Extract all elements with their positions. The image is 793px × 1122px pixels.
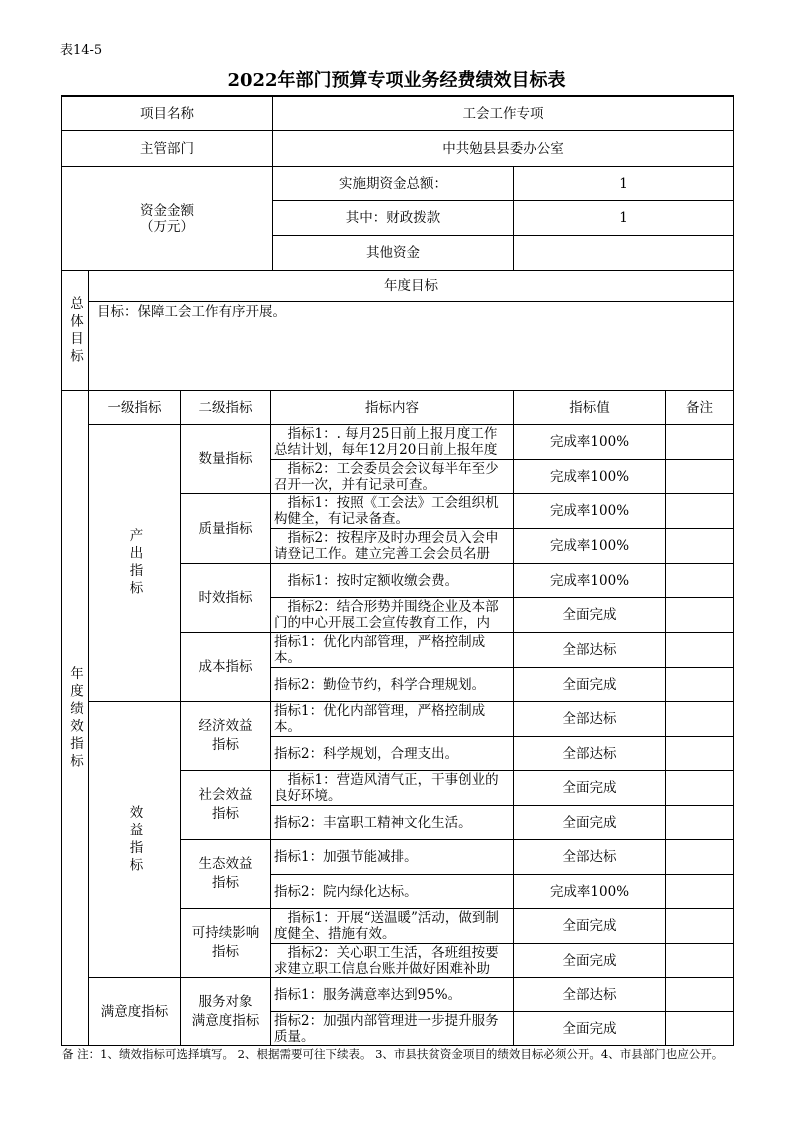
level2-header: 二级指标: [198, 399, 253, 416]
indicator-value: 全面完成: [562, 952, 617, 969]
funds-label-line1: 资金金额: [140, 202, 194, 219]
total-funds-label: 实施期资金总额：: [339, 175, 447, 192]
department-label: 主管部门: [140, 140, 194, 157]
service-satisfaction-label-line2: 满意度指标: [191, 1012, 260, 1029]
indicator-value: 完成率100%: [549, 538, 630, 554]
social-benefit-label: [181, 771, 270, 839]
remark-header: 备注: [686, 399, 713, 416]
sustainable-impact-label-line2: 指标: [212, 944, 239, 960]
annual-indicators-side-label: 年度绩效指标: [67, 665, 83, 771]
indicator-value: 全面完成: [562, 780, 617, 796]
other-funds-label: 其他资金: [366, 245, 420, 261]
economic-benefit-label: [181, 702, 270, 770]
service-satisfaction-label-line1: 服务对象: [198, 993, 253, 1010]
indicator-content: 指标1：按时定额收缴会费。: [287, 572, 459, 589]
funds-label-line2: （万元）: [140, 218, 194, 235]
indicator-value: 全面完成: [562, 607, 617, 623]
ecological-benefit-label: [181, 840, 270, 908]
page-title: 2022年部门预算专项业务经费绩效目标表: [227, 70, 566, 91]
footnote: 备 注：1、绩效指标可选择填写。 2、根据需要可往下续表。 3、市县扶贫资金项目的绩效目标必须公开。4、市县部门也应公开。: [62, 1047, 724, 1061]
total-funds-value: 1: [619, 175, 628, 192]
timeliness-indicator-label: 时效指标: [198, 590, 253, 606]
indicator-value: 全面完成: [562, 676, 617, 693]
indicator-content: 指标2：关心职工生活，各班组按要求建立职工信息台账并做好困难补助: [274, 945, 499, 977]
indicator-content: 指标1：开展“送温暖”活动，做到制度健全、措施有效。: [274, 910, 499, 942]
indicator-content: 指标1：加强节能减排。: [274, 849, 418, 865]
indicator-content: 指标1：营造风清气正，干事创业的良好环境。: [274, 772, 499, 804]
project-name-label: 项目名称: [140, 105, 194, 122]
indicator-value: 全部达标: [562, 711, 617, 727]
indicator-content: 指标2：结合形势并围绕企业及本部门的中心开展工会宣传教育工作，内: [274, 599, 499, 631]
indicator-content: 指标1：优化内部管理，严格控制成本。: [274, 703, 486, 735]
indicator-content: 指标2：加强内部管理进一步提升服务质量。: [274, 1013, 499, 1045]
indicator-content: 指标2：院内绿化达标。: [274, 883, 418, 900]
service-satisfaction-label: [181, 978, 270, 1045]
indicator-value: 完成率100%: [549, 572, 630, 589]
cost-indicator-label: 成本指标: [198, 659, 253, 675]
fiscal-allocation-value: 1: [619, 210, 628, 226]
economic-benefit-label-line1: 经济效益: [198, 718, 253, 734]
content-header: 指标内容: [365, 399, 419, 416]
benefit-indicators-label: 效益指标: [126, 804, 143, 875]
indicator-value: 全部达标: [562, 986, 617, 1003]
indicator-value: 完成率100%: [549, 434, 630, 450]
indicator-content: 指标2：勤俭节约，科学合理规划。: [274, 676, 486, 693]
department-value: 中共勉县县委办公室: [442, 140, 564, 157]
indicator-content: 指标1：. 每月25日前上报月度工作总结计划，每年12月20日前上报年度: [274, 426, 498, 458]
ecological-benefit-label-line1: 生态效益: [198, 856, 253, 872]
indicator-content: 指标1：服务满意率达到95%。: [274, 986, 462, 1003]
form-number: 表14-5: [60, 43, 103, 58]
annual-goal-header: 年度目标: [384, 278, 438, 294]
indicator-content: 指标1：优化内部管理，严格控制成本。: [274, 634, 486, 666]
indicator-value: 全部达标: [562, 745, 617, 762]
sustainable-impact-label-line1: 可持续影响: [191, 925, 260, 941]
output-indicators-label: 产出指标: [126, 528, 143, 598]
social-benefit-label-line2: 指标: [212, 806, 239, 822]
level1-header: 一级指标: [107, 399, 162, 416]
indicator-content: 指标1：按照《工会法》工会组织机构健全，有记录备查。: [274, 495, 499, 527]
social-benefit-label-line1: 社会效益: [198, 787, 253, 803]
overall-goal-side-label: 总体目标: [67, 295, 83, 366]
economic-benefit-label-line2: 指标: [212, 737, 239, 753]
quantity-indicator-label: 数量指标: [198, 451, 253, 467]
indicator-content: 指标2：丰富职工精神文化生活。: [274, 814, 472, 831]
value-header: 指标值: [569, 399, 610, 416]
indicator-value: 全部达标: [562, 849, 617, 865]
satisfaction-indicators-label: 满意度指标: [100, 1003, 169, 1020]
project-name-value: 工会工作专项: [462, 105, 544, 122]
indicator-value: 全面完成: [562, 1020, 617, 1037]
annual-goal-text: 目标：保障工会工作有序开展。: [97, 304, 286, 320]
indicator-content: 指标2：按程序及时办理会员入会申请登记工作。建立完善工会会员名册: [274, 530, 499, 562]
sustainable-impact-label: [181, 909, 270, 977]
funds-label: [62, 167, 272, 270]
indicator-value: 全面完成: [562, 918, 617, 934]
indicator-content: 指标2：工会委员会会议每半年至少召开一次，并有记录可查。: [274, 461, 499, 493]
indicator-value: 全部达标: [562, 642, 617, 658]
indicator-value: 全面完成: [562, 814, 617, 831]
indicator-value: 完成率100%: [549, 503, 630, 519]
quality-indicator-label: 质量指标: [198, 520, 253, 537]
other-funds-value: [514, 236, 733, 270]
indicator-value: 完成率100%: [549, 468, 630, 485]
indicator-content: 指标2：科学规划，合理支出。: [274, 745, 459, 762]
indicator-value: 完成率100%: [549, 883, 630, 900]
ecological-benefit-label-line2: 指标: [212, 875, 239, 891]
fiscal-allocation-label: 其中：财政拨款: [345, 210, 441, 226]
